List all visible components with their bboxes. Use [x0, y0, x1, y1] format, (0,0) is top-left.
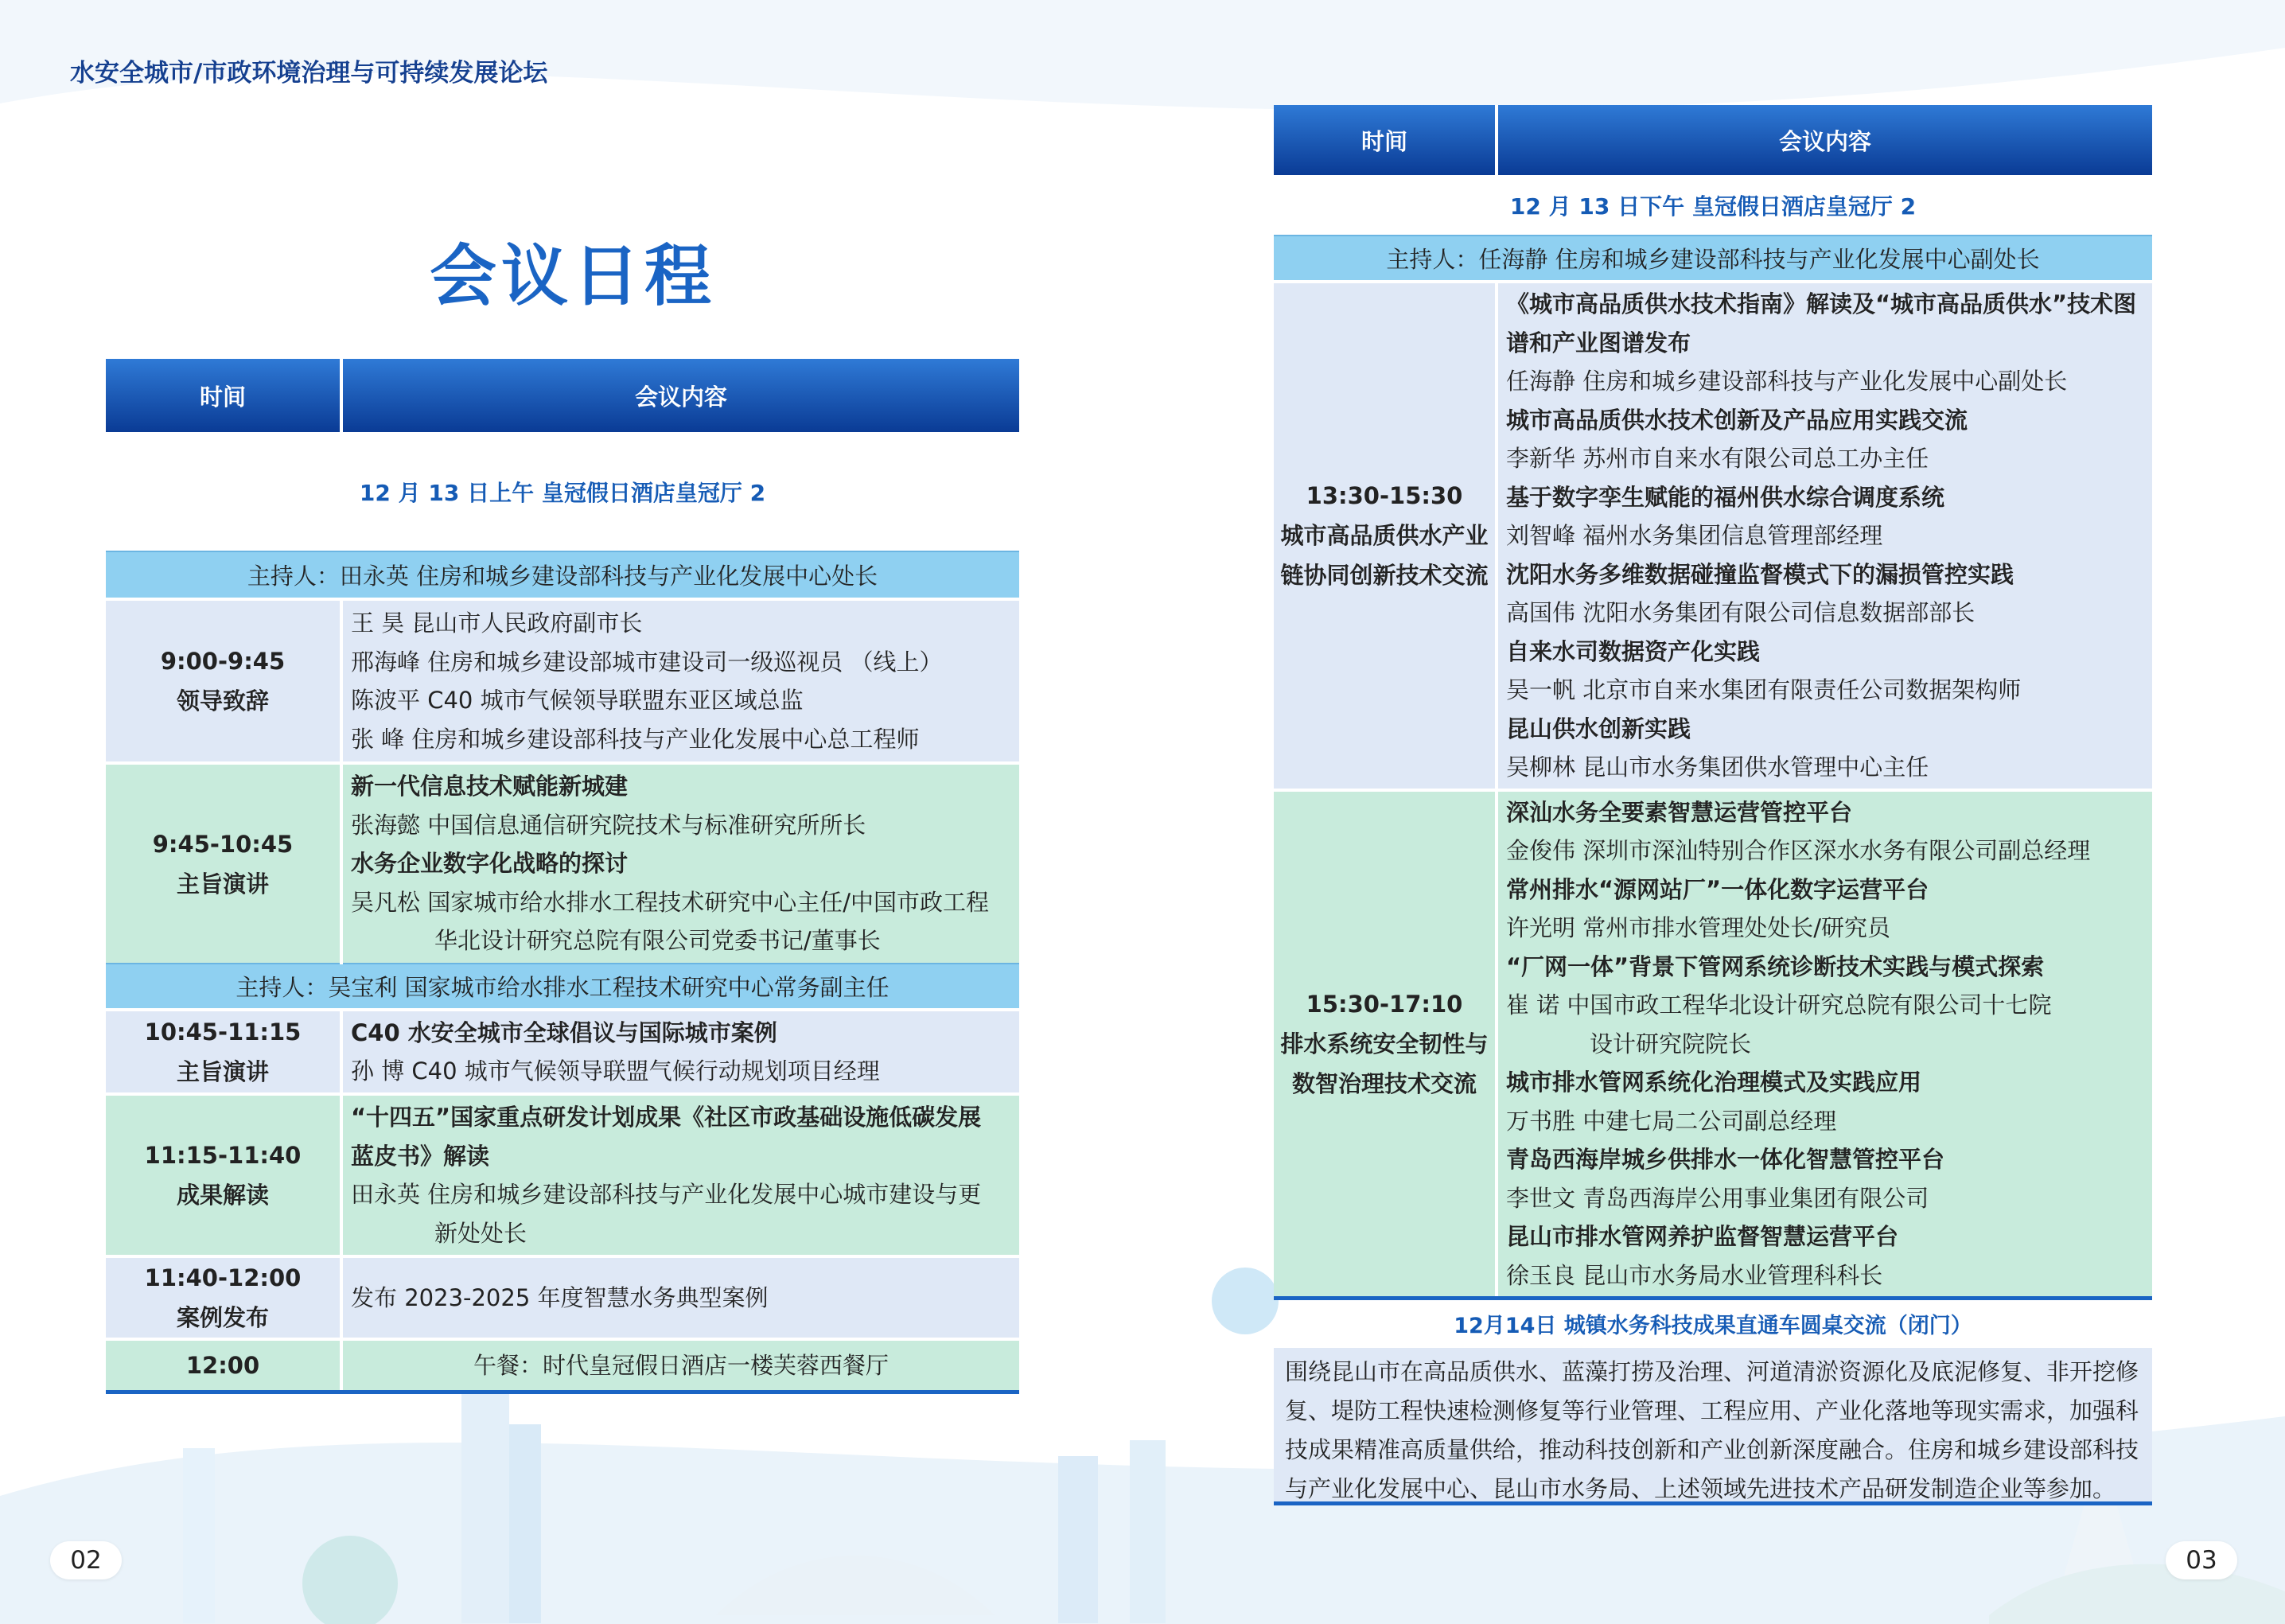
- speaker-line: 许光明 常州市排水管理处处长/研究员: [1506, 914, 1890, 941]
- time-slot: 15:30-17:10: [1306, 990, 1463, 1018]
- roundtable-title: 12月14日 城镇水务科技成果直通车圆桌交流（闭门）: [1454, 1314, 1972, 1338]
- speaker-line: 刘智峰 福州水务集团信息管理部经理: [1506, 522, 1883, 549]
- talk-title: 城市排水管网系统化治理模式及实践应用: [1506, 1069, 1922, 1096]
- speaker-line-cont: 设计研究院院长: [1590, 1030, 1752, 1057]
- slot-label: 数智治理技术交流: [1291, 1069, 1477, 1097]
- time-slot: 9:45-10:45: [152, 830, 294, 858]
- slot-label: 案例发布: [176, 1304, 269, 1331]
- speaker-line: 田永英 住房和城乡建设部科技与产业化发展中心城市建设与更: [351, 1181, 982, 1208]
- page-title: 会议日程: [429, 237, 716, 315]
- talk-title: 深汕水务全要素智慧运营管控平台: [1506, 798, 1853, 826]
- slot-label: 排水系统安全韧性与: [1280, 1030, 1489, 1057]
- speaker-line: 邢海峰 住房和城乡建设部城市建设司一级巡视员 （线上）: [351, 648, 943, 676]
- slot-label: 城市高品质供水产业: [1280, 522, 1489, 550]
- slot-label: 成果解读: [176, 1182, 269, 1209]
- talk-title-cont: 蓝皮书》解读: [351, 1142, 490, 1170]
- talk-title: “十四五”国家重点研发计划成果《社区市政基础设施低碳发展: [351, 1104, 982, 1131]
- host-bar: 主持人：任海静 住房和城乡建设部科技与产业化发展中心副处长: [1274, 236, 2152, 282]
- talk-title: 基于数字孪生赋能的福州供水综合调度系统: [1506, 483, 1945, 511]
- talk-title: 沈阳水务多维数据碰撞监督模式下的漏损管控实践: [1506, 560, 2014, 588]
- page-number-right: 03: [2166, 1541, 2237, 1579]
- time-slot: 11:15-11:40: [144, 1142, 302, 1169]
- speaker-line: 张 峰 住房和城乡建设部科技与产业化发展中心总工程师: [351, 725, 920, 753]
- talk-title: 自来水司数据资产化实践: [1506, 637, 1761, 665]
- page-number-left: 02: [50, 1541, 122, 1579]
- speaker-line: 崔 诺 中国市政工程华北设计研究总院有限公司十七院: [1506, 991, 2052, 1018]
- slot-label: 链协同创新技术交流: [1280, 562, 1489, 590]
- session-title: 12 月 13 日下午 皇冠假日酒店皇冠厅 2: [1509, 193, 1917, 220]
- speaker-line: 高国伟 沈阳水务集团有限公司信息数据部部长: [1506, 599, 1976, 626]
- speaker-line: 任海静 住房和城乡建设部科技与产业化发展中心副处长: [1506, 368, 2068, 395]
- speaker-line: 李世文 青岛西海岸公用事业集团有限公司: [1506, 1184, 1929, 1212]
- release-text: 发布 2023-2025 年度智慧水务典型案例: [341, 1256, 1019, 1339]
- speaker-line: 张海懿 中国信息通信研究院技术与标准研究所所长: [351, 811, 866, 839]
- roundtable-description: 围绕昆山市在高品质供水、蓝藻打捞及治理、河道清淤资源化及底泥修复、非开挖修复、堤防工程快速检测修复等行业管理、工程应用、产业化落地等现实需求，加强科技成果精准高质量供给，推动科技创新和产业创新深度融合。住房和城乡建设部科技与产业化发展中心、昆山市水务局、上述领域先进技术产品研发制造企业等参加。: [1274, 1348, 2152, 1505]
- forum-header: 水安全城市/市政环境治理与可持续发展论坛: [70, 59, 548, 88]
- speaker-line-cont: 华北设计研究总院有限公司党委书记/董事长: [434, 927, 881, 955]
- speaker-line: 徐玉良 昆山市水务局水业管理科科长: [1506, 1261, 1883, 1289]
- host-bar: 主持人：吴宝利 国家城市给水排水工程技术研究中心常务副主任: [106, 964, 1019, 1010]
- time-slot: 10:45-11:15: [144, 1018, 302, 1046]
- time-slot: 11:40-12:00: [144, 1264, 302, 1291]
- time-slot: 9:00-9:45: [160, 648, 286, 675]
- speaker-line: 吴一帆 北京市自来水集团有限责任公司数据架构师: [1506, 676, 2022, 703]
- schedule-table-left: [106, 359, 1019, 1394]
- slot-label: 主旨演讲: [176, 1058, 269, 1085]
- col-time-header: 时间: [106, 359, 341, 432]
- col-content-header: 会议内容: [341, 359, 1019, 432]
- speaker-line-cont: 新处处长: [434, 1219, 527, 1247]
- speaker-line: 王 昊 昆山市人民政府副市长: [351, 609, 643, 637]
- talk-title: “厂网一体”背景下管网系统诊断技术实践与模式探索: [1506, 952, 2045, 980]
- talk-title: 城市高品质供水技术创新及产品应用实践交流: [1506, 406, 1968, 434]
- speaker-line: 吴柳林 昆山市水务集团供水管理中心主任: [1506, 754, 1929, 781]
- talk-title: 青岛西海岸城乡供排水一体化智慧管控平台: [1506, 1146, 1945, 1173]
- talk-title: 《城市高品质供水技术指南》解读及“城市高品质供水”技术图: [1506, 290, 2137, 317]
- speaker-line: 孙 博 C40 城市气候领导联盟气候行动规划项目经理: [351, 1057, 880, 1085]
- time-slot: 12:00: [106, 1339, 341, 1392]
- speaker-line: 金俊伟 深圳市深汕特别合作区深水水务有限公司副总经理: [1506, 837, 2091, 864]
- talk-title-cont: 谱和产业图谱发布: [1506, 329, 1691, 356]
- speaker-line: 万书胜 中建七局二公司副总经理: [1506, 1107, 1837, 1135]
- schedule-table-right: [1274, 105, 2152, 1300]
- talk-title: 水务企业数字化战略的探讨: [351, 850, 629, 878]
- time-slot: 13:30-15:30: [1306, 482, 1463, 510]
- slot-label: 领导致辞: [176, 687, 269, 715]
- col-content-header: 会议内容: [1497, 105, 2152, 175]
- talk-title: 昆山供水创新实践: [1506, 715, 1691, 742]
- host-bar: 主持人：田永英 住房和城乡建设部科技与产业化发展中心处长: [106, 551, 1019, 599]
- slot-label: 主旨演讲: [176, 870, 269, 898]
- col-time-header: 时间: [1274, 105, 1497, 175]
- session-title: 12 月 13 日上午 皇冠假日酒店皇冠厅 2: [359, 479, 766, 506]
- talk-title: C40 水安全城市全球倡议与国际城市案例: [351, 1018, 777, 1046]
- speaker-line: 李新华 苏州市自来水有限公司总工办主任: [1506, 445, 1929, 472]
- speaker-line: 吴凡松 国家城市给水排水工程技术研究中心主任/中国市政工程: [351, 888, 989, 916]
- lunch-text: 午餐：时代皇冠假日酒店一楼芙蓉西餐厅: [341, 1339, 1019, 1392]
- talk-title: 常州排水“源网站厂”一体化数字运营平台: [1506, 875, 1929, 903]
- speaker-line: 陈波平 C40 城市气候领导联盟东亚区域总监: [351, 687, 804, 714]
- talk-title: 昆山市排水管网养护监督智慧运营平台: [1506, 1223, 1899, 1250]
- talk-title: 新一代信息技术赋能新城建: [351, 773, 629, 800]
